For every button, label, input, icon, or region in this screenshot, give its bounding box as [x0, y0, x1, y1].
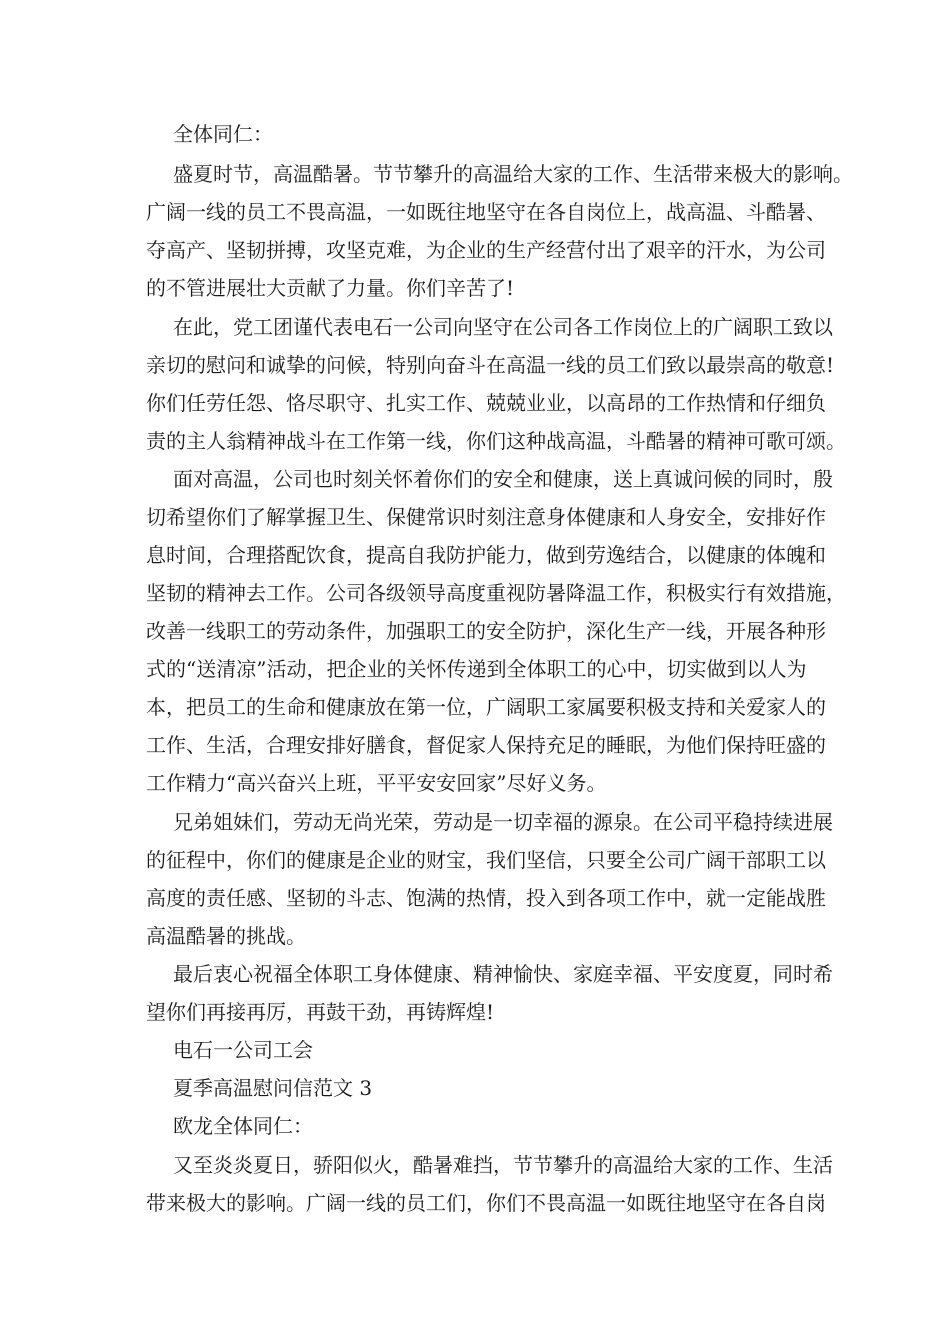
paragraph-line: 夺高产、坚韧拼搏，攻坚克难，为企业的生产经营付出了艰辛的汗水，为公司 — [146, 238, 826, 262]
paragraph-line: 坚韧的精神去工作。公司各级领导高度重视防暑降温工作，积极实行有效措施， — [146, 581, 846, 605]
paragraph-line: 你们任劳任怨、恪尽职守、扎实工作、兢兢业业，以高昂的工作热情和仔细负 — [146, 391, 826, 415]
paragraph-line: 最后衷心祝福全体职工身体健康、精神愉快、家庭幸福、平安度夏，同时希 — [173, 962, 833, 986]
paragraph-line: 亲切的慰问和诚挚的问候，特别向奋斗在高温一线的员工们致以最崇高的敬意! — [146, 353, 835, 377]
paragraph-line: 的征程中，你们的健康是企业的财宝，我们坚信，只要全公司广阔干部职工以 — [146, 848, 826, 872]
paragraph-line: 切希望你们了解掌握卫生、保健常识时刻注意身体健康和人身安全，安排好作 — [146, 505, 826, 529]
paragraph-line: 的不管进展壮大贡献了力量。你们辛苦了! — [146, 276, 515, 300]
paragraph-line: 望你们再接再厉，再鼓干劲，再铸辉煌! — [146, 1000, 495, 1024]
paragraph-line: 工作精力“高兴奋兴上班，平平安安回家”尽好义务。 — [146, 771, 607, 795]
paragraph-line: 责的主人翁精神战斗在工作第一线，你们这种战高温，斗酷暑的精神可歌可颂。 — [146, 429, 846, 453]
paragraph-line: 在此，党工团谨代表电石一公司向坚守在公司各工作岗位上的广阔职工致以 — [173, 315, 833, 339]
paragraph-line: 又至炎炎夏日，骄阳似火，酷暑难挡，节节攀升的高温给大家的工作、生活 — [173, 1153, 833, 1177]
paragraph-line: 息时间，合理搭配饮食，提高自我防护能力，做到劳逸结合，以健康的体魄和 — [146, 543, 826, 567]
paragraph-line: 高温酷暑的挑战。 — [146, 924, 306, 948]
paragraph-line: 盛夏时节，高温酷暑。节节攀升的高温给大家的工作、生活带来极大的影响。 — [173, 162, 853, 186]
paragraph-line: 本，把员工的生命和健康放在第一位，广阔职工家属要积极支持和关爱家人的 — [146, 695, 826, 719]
paragraph-line: 带来极大的影响。广阔一线的员工们，你们不畏高温一如既往地坚守在各自岗 — [146, 1191, 826, 1215]
paragraph-line: 高度的责任感、坚韧的斗志、饱满的热情，投入到各项工作中，就一定能战胜 — [146, 886, 826, 910]
signature-line: 电石一公司工会 — [173, 1038, 313, 1062]
salutation: 全体同仁： — [173, 122, 273, 146]
paragraph-line: 式的“送清凉”活动，把企业的关怀传递到全体职工的心中，切实做到以人为 — [146, 657, 807, 681]
paragraph-line: 广阔一线的员工不畏高温，一如既往地坚守在各自岗位上，战高温、斗酷暑、 — [146, 200, 826, 224]
section-heading: 夏季高温慰问信范文 3 — [173, 1076, 373, 1100]
salutation: 欧龙全体同仁： — [173, 1114, 313, 1138]
paragraph-line: 兄弟姐妹们，劳动无尚光荣，劳动是一切幸福的源泉。在公司平稳持续进展 — [173, 810, 833, 834]
paragraph-line: 工作、生活，合理安排好膳食，督促家人保持充足的睡眠，为他们保持旺盛的 — [146, 733, 826, 757]
paragraph-line: 改善一线职工的劳动条件，加强职工的安全防护，深化生产一线，开展各种形 — [146, 619, 826, 643]
paragraph-line: 面对高温，公司也时刻关怀着你们的安全和健康，送上真诚问候的同时，殷 — [173, 467, 833, 491]
